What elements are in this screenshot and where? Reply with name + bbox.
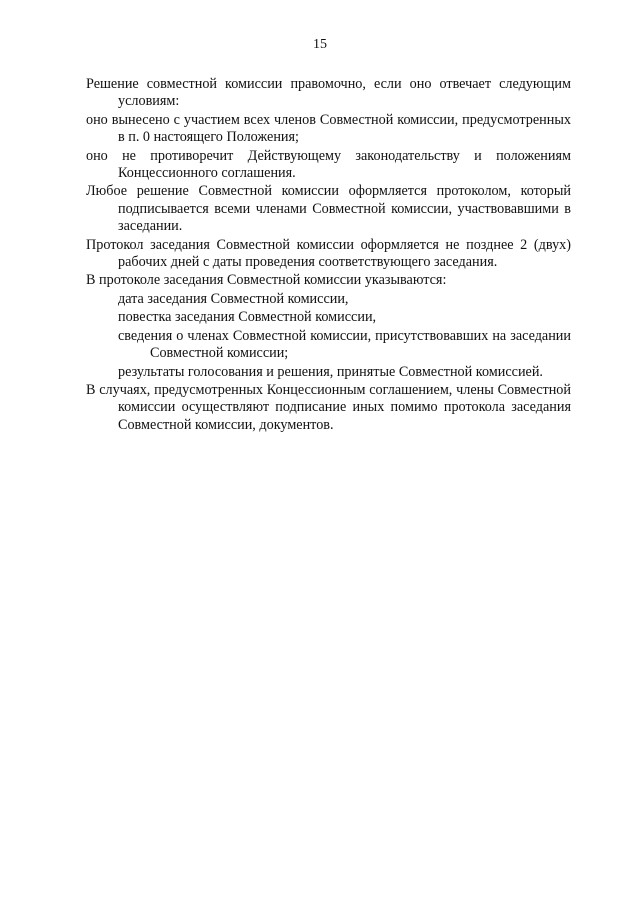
paragraph-protocol-deadline: Протокол заседания Совместной комиссии оформляется не позднее 2 (двух) рабочих дней с даты проведения соответствующего заседания. — [86, 236, 571, 271]
document-body — [86, 76, 571, 435]
paragraph-protocol-contents: В протоколе заседания Совместной комиссии указываются: — [86, 272, 447, 289]
list-item-agenda: повестка заседания Совместной комиссии, — [118, 309, 377, 326]
list-item-members-present: сведения о членах Совместной комиссии, присутствовавших на заседании Совместной комиссии; — [118, 327, 571, 362]
page-number: 15 — [313, 37, 327, 52]
paragraph-condition-no-contradiction: оно не противоречит Действующему законодательству и положениям Концессионного соглашения. — [86, 147, 571, 182]
paragraph-condition-all-members: оно вынесено с участием всех членов Совместной комиссии, предусмотренных в п. 0 настоящего Положения; — [86, 111, 571, 146]
paragraph-decision-protocol: Любое решение Совместной комиссии оформляется протоколом, который подписывается всеми членами Совместной комиссии, участвовавшими в заседании. — [86, 183, 571, 235]
paragraph-signing-documents: В случаях, предусмотренных Концессионным соглашением, члены Совместной комиссии осуществляют подписание иных помимо протокола заседания Совместной комиссии, документов. — [86, 381, 571, 433]
list-item-voting-results: результаты голосования и решения, принятые Совместной комиссией. — [118, 363, 543, 380]
paragraph-decision-validity: Решение совместной комиссии правомочно, если оно отвечает следующим условиям: — [86, 76, 571, 110]
list-item-meeting-date: дата заседания Совместной комиссии, — [118, 290, 349, 307]
